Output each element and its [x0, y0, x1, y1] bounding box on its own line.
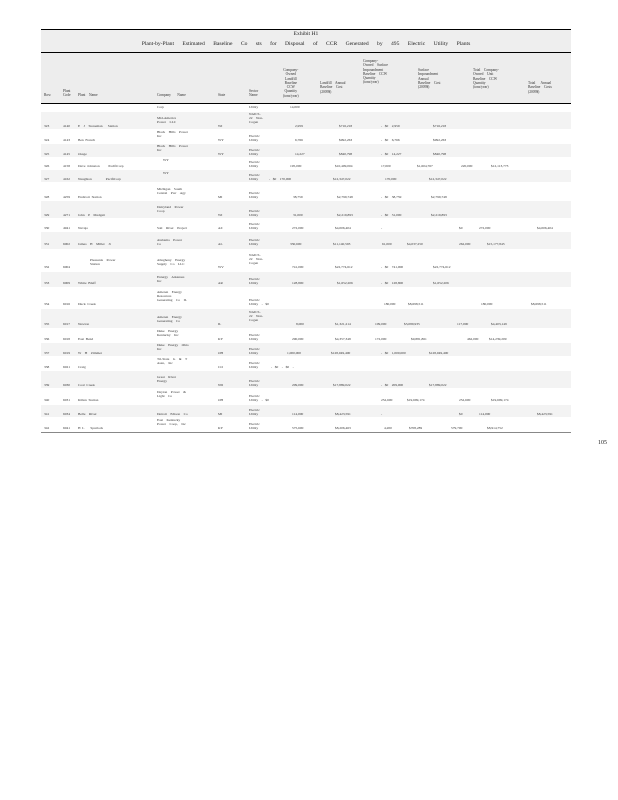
cell-company: Dayton Power & Light Co	[157, 390, 186, 399]
cell-plant-code: 6034	[63, 412, 70, 416]
cell-landfill-quantity: - $0 - $0 -	[271, 365, 294, 369]
cell-impoundment-cost: $9,881,861	[411, 337, 427, 341]
cell-row: 324	[44, 138, 50, 142]
cell-landfill-cost: $2,799,748	[337, 195, 353, 199]
cell-landfill-quantity: 128,800	[292, 281, 304, 285]
cell-impoundment-quantity: - $0 2,959	[381, 124, 400, 128]
cell-state: WI	[218, 124, 223, 128]
cell-plant-code: 6031	[63, 398, 70, 402]
cell-landfill-quantity: 330,600	[290, 242, 302, 246]
cell-company: Ameren Energy Resources Generating Co IL	[157, 290, 187, 303]
cell-sector: Electric Utility	[249, 238, 260, 247]
table-row	[41, 170, 571, 182]
table-bottom-rule	[41, 432, 571, 433]
cell-company: Michigan South Central Pwr Agy	[157, 187, 186, 196]
cell-total-quantity: 252,600	[459, 398, 471, 402]
cell-state: MI	[218, 412, 223, 416]
cell-plant-name: Dave Johnston PacifiCorp	[78, 164, 124, 168]
cell-impoundment-cost: $1,652,206	[433, 281, 449, 285]
cell-landfill-cost: $10,409,004	[335, 164, 353, 168]
cell-plant-code: 4259	[63, 195, 70, 199]
cell-landfill-quantity: 14,000	[290, 105, 300, 109]
cell-company: Mid-America Power LLC	[157, 116, 177, 125]
cell-landfill-quantity: 1,000,000	[287, 351, 301, 355]
cell-impoundment-quantity: 252,600	[381, 398, 393, 402]
cell-state: MI	[218, 195, 223, 199]
cell-row: 326	[44, 164, 50, 168]
cell-impoundment-quantity: 4,200	[384, 426, 392, 430]
cell-company: Great River Energy	[157, 375, 177, 384]
cell-impoundment-cost: $3,089,935	[404, 322, 420, 326]
table-row	[41, 232, 571, 249]
cell-plant-name: Duck Creek	[78, 302, 96, 306]
table-row	[41, 144, 571, 157]
cell-total-cost: $12,113,773	[491, 164, 509, 168]
cell-plant-name: Naughton PacifiCorp	[78, 177, 121, 181]
table-row	[41, 371, 571, 388]
cell-state: KY	[218, 337, 224, 341]
cell-impoundment-quantity: 170,000	[385, 177, 397, 181]
cell-plant-code: 4145	[63, 152, 70, 156]
cell-impoundment-quantity: 109,000	[375, 322, 387, 326]
cell-landfill-quantity: 290,000	[292, 337, 304, 341]
cell-impoundment-quantity: - $0 38,759	[381, 195, 402, 199]
cell-landfill-cost: $17,889,022	[333, 383, 351, 387]
cell-row: 337	[44, 351, 50, 355]
cell-impoundment-cost: $2,219,893	[431, 213, 447, 217]
cell-row: 340	[44, 398, 50, 402]
cell-sector: Electric Utility	[249, 422, 260, 431]
cell-impoundment-cost: $708,289	[409, 426, 423, 430]
cell-landfill-quantity: 114,000	[292, 412, 304, 416]
cell-landfill-quantity: 6,766	[295, 138, 303, 142]
cell-impoundment-quantity: - $0 128,800	[381, 281, 404, 285]
table-row	[41, 288, 571, 308]
cell-state: WV	[218, 265, 224, 269]
cell-row: 330	[44, 226, 50, 230]
cell-total-quantity: 262,000	[459, 242, 471, 246]
cell-state: ND	[218, 383, 224, 387]
cell-sector: Electric Utility	[249, 173, 260, 182]
cell-landfill-quantity: 38,759	[293, 195, 303, 199]
table-row	[41, 201, 571, 218]
cell-sector: Electric Utility	[249, 209, 260, 218]
cell-total-quantity: 462,000	[467, 337, 479, 341]
cell-impoundment-quantity: 180,000	[384, 302, 396, 306]
cell-plant-name: Coal Creek	[78, 383, 95, 387]
cell-company: East Kentucky Power Coop, Inc	[157, 418, 186, 427]
cell-plant-code: 6019	[63, 351, 70, 355]
cell-landfill-cost: $128,049,400	[331, 351, 351, 355]
table-title: Plant-by-Plant Estimated Baseline Co sts for Disposal of CCR Generated by 495 Electric Utility Plants	[141, 41, 471, 47]
cell-landfill-cost: $840,798	[339, 152, 353, 156]
exhibit-label: Exhibit H1	[293, 31, 319, 37]
cell-company: Tri-State G & T Assn, Inc	[157, 357, 188, 366]
cell-plant-code: 6030	[63, 383, 70, 387]
table-row	[41, 112, 571, 129]
table-row	[41, 329, 571, 342]
cell-plant-code: 6016	[63, 302, 70, 306]
cell-sector: NAICS- 22 Non- Cogen	[249, 253, 264, 266]
cell-landfill-quantity: 575,600	[292, 426, 304, 430]
cell-landfill-cost: $4,006,404	[335, 226, 351, 230]
cell-company: Duke Energy Kentucky Inc	[157, 329, 179, 338]
header-total-quantity: Total Company- Owned Unit Baseline CCW Quantity (tons/year)	[473, 68, 500, 90]
cell-plant-name: Pleasants Power Station	[90, 258, 116, 267]
cell-plant-code: 6002	[63, 242, 70, 246]
cell-company: Allegheny Energy Supply Co LLC	[157, 258, 186, 267]
cell-company: Salt River Project	[157, 226, 188, 230]
cell-plant-code: 6004	[63, 265, 70, 269]
cell-state: AR	[218, 281, 223, 285]
table-row	[41, 183, 571, 200]
cell-landfill-cost: $8,423,591	[335, 412, 351, 416]
cell-impoundment-cost: $128,049,400	[429, 351, 449, 355]
cell-plant-code: 6017	[63, 322, 70, 326]
cell-row: 327	[44, 177, 50, 181]
cell-landfill-cost: $22,774,612	[335, 265, 353, 269]
cell-row: 342	[44, 426, 50, 430]
cell-row: 329	[44, 213, 50, 217]
table-row	[41, 389, 571, 404]
cell-sector: Electric Utility	[249, 191, 260, 200]
cell-total-cost: $15,177,843	[487, 242, 505, 246]
cell-landfill-quantity: 14,227	[295, 152, 305, 156]
cell-state: IL	[218, 322, 222, 326]
cell-state: AZ	[218, 226, 223, 230]
cell-landfill-quantity: 31,000	[293, 213, 303, 217]
cell-row: 325	[44, 152, 50, 156]
cell-impoundment-cost: $1,604,767	[417, 164, 433, 168]
cell-plant-code: 6041	[63, 426, 70, 430]
cell-impoundment-quantity: - $0 6,766	[381, 138, 400, 142]
cell-row: 323	[44, 124, 50, 128]
cell-total-cost: $4,403,149	[491, 322, 507, 326]
cell-impoundment-quantity: 17,000	[381, 164, 391, 168]
cell-impoundment-quantity: -	[381, 226, 383, 230]
header-impoundment-cost: Surface Impoundment Annual Baseline Cost (2009$)	[418, 68, 441, 90]
cell-plant-code: 4143	[63, 138, 70, 142]
cell-sector: NAICS- 22 Non- Cogen	[249, 310, 264, 323]
table-row	[41, 343, 571, 356]
cell-total-cost: $4,006,404	[537, 226, 553, 230]
cell-landfill-quantity: - $0 170,000	[269, 177, 292, 181]
cell-plant-code: 4162	[63, 177, 70, 181]
cell-state: AL	[218, 242, 223, 246]
cell-total-quantity: 180,000	[481, 302, 493, 306]
cell-state: CO	[218, 365, 223, 369]
table-row	[41, 158, 571, 169]
cell-company: Dairyland Power Coop	[157, 205, 184, 214]
header-landfill-quantity: Company- Owned Landfill Baseline CCW Quantity (tons/year)	[283, 68, 299, 98]
cell-state: KY	[218, 426, 224, 430]
cell-plant-name: Navajo	[78, 226, 89, 230]
cell-company: Ameren Energy Generating Co	[157, 315, 182, 324]
cell-state: WY	[218, 152, 224, 156]
header-state: State	[218, 93, 226, 97]
cell-plant-name: Osage	[78, 152, 87, 156]
cell-landfill-quantity: 8,000	[296, 322, 304, 326]
header-plant-code: Plant Code	[63, 89, 71, 98]
cell-company: Black Hills Power Inc	[157, 130, 188, 139]
cell-plant-name: Endicott Station	[78, 195, 102, 199]
cell-plant-name: Newton	[78, 322, 90, 326]
table-row	[41, 130, 571, 143]
table-row	[41, 250, 571, 271]
cell-sector: Electric Utility	[249, 333, 260, 342]
cell-impoundment-cost: $22,774,612	[433, 265, 451, 269]
header-row: Row	[44, 93, 51, 97]
cell-row: 338	[44, 365, 50, 369]
cell-company: Alabama Power Co	[157, 238, 183, 247]
cell-plant-name: White Bluff	[78, 281, 96, 285]
cell-row: 341	[44, 412, 50, 416]
cell-landfill-cost: $12,347,022	[333, 177, 351, 181]
cell-plant-name: W H Zimmer	[78, 351, 103, 355]
cell-plant-name: H L Spurlock	[78, 426, 104, 430]
cell-sector: Electric Utility	[249, 148, 260, 157]
cell-sector: Electric Utility - $0	[249, 394, 269, 403]
cell-company: WY	[163, 158, 169, 162]
cell-landfill-cost: $716,218	[339, 124, 353, 128]
cell-plant-code: 4158	[63, 164, 70, 168]
cell-total-quantity: 220,000	[461, 164, 473, 168]
cell-sector: Electric Utility	[249, 134, 260, 143]
cell-impoundment-quantity: - $0 209,000	[381, 383, 404, 387]
cell-impoundment-cost: $12,347,022	[429, 177, 447, 181]
cell-plant-name: James H Miller Jr	[78, 242, 111, 246]
title-band	[41, 30, 571, 52]
cell-impoundment-cost: $2,799,748	[431, 195, 447, 199]
cell-plant-code: 4140	[63, 124, 70, 128]
cell-impoundment-quantity: 61,000	[382, 242, 392, 246]
cell-landfill-cost: $1,652,206	[337, 281, 353, 285]
table-row	[41, 272, 571, 287]
cell-company: Corp	[157, 105, 164, 109]
cell-row: 333	[44, 281, 50, 285]
cell-impoundment-cost: $4,037,250	[407, 242, 423, 246]
table-row	[41, 418, 571, 431]
cell-landfill-cost: $2,219,893	[337, 213, 353, 217]
table-row	[41, 405, 571, 417]
cell-state: WY	[218, 138, 224, 142]
cell-plant-name: Killen Station	[78, 398, 99, 402]
header-sector-name: Sector Name	[249, 89, 259, 98]
cell-impoundment-quantity: 172,000	[375, 337, 387, 341]
cell-plant-code: 4941	[63, 226, 70, 230]
cell-plant-name: Belle River	[78, 412, 97, 416]
cell-total-cost: $8,698,511	[531, 302, 547, 306]
cell-sector: Electric Utility	[249, 379, 260, 388]
cell-row: 339	[44, 383, 50, 387]
cell-company: Entergy Arkansas Inc	[157, 275, 185, 284]
table-row	[41, 104, 571, 111]
cell-impoundment-quantity: - $0 31,000	[381, 213, 402, 217]
cell-landfill-cost: $8,206,463	[335, 426, 351, 430]
cell-plant-name: John P Madgett	[78, 213, 106, 217]
cell-plant-code: 6018	[63, 337, 70, 341]
cell-total-quantity: 117,000	[457, 322, 469, 326]
cell-total-cost: $14,239,209	[489, 337, 507, 341]
cell-total-cost: $8,423,591	[537, 412, 553, 416]
cell-row: 332	[44, 265, 50, 269]
cell-sector: Electric Utility	[249, 347, 260, 356]
header-total-cost: Total Annual Baseline Costs (2009$)	[528, 81, 552, 94]
table-row	[41, 219, 571, 231]
header-plant-name: Plant Name	[78, 93, 98, 97]
cell-landfill-quantity: 2,959	[295, 124, 303, 128]
header-impoundment-quantity: Company- Owned Surface Impoundment Baseline CCW Quantity (tons/year)	[363, 59, 388, 85]
cell-sector: Electric Utility	[249, 160, 260, 169]
cell-impoundment-cost: $992,263	[433, 138, 447, 142]
cell-landfill-cost: $992,263	[339, 138, 353, 142]
cell-sector: Electric Utility	[249, 222, 260, 231]
cell-impoundment-cost: $0	[459, 226, 463, 230]
cell-row: 328	[44, 195, 50, 199]
cell-impoundment-quantity: - $0 1,000,000	[381, 351, 406, 355]
cell-total-cost: $8,914,752	[487, 426, 503, 430]
cell-sector: Utility	[249, 105, 259, 109]
cell-landfill-cost: $11,140,593	[333, 242, 351, 246]
cell-company: Detroit Edison Co	[157, 412, 188, 416]
cell-row: 331	[44, 242, 50, 246]
cell-state: OH	[218, 398, 224, 402]
cell-total-quantity: 272,000	[479, 226, 491, 230]
cell-row: 334	[44, 302, 50, 306]
cell-company: WY	[163, 171, 169, 175]
page-number: 105	[598, 440, 607, 446]
table-row	[41, 357, 571, 370]
cell-impoundment-cost: $8,698,511	[408, 302, 424, 306]
cell-landfill-quantity: 741,000	[292, 265, 304, 269]
cell-impoundment-cost: $19,699,174	[407, 398, 425, 402]
cell-plant-code: 6021	[63, 365, 70, 369]
cell-landfill-cost: $4,357,348	[335, 337, 351, 341]
cell-plant-name: E J Stoneman Station	[78, 124, 118, 128]
cell-impoundment-cost: $716,218	[433, 124, 447, 128]
cell-impoundment-quantity: -	[381, 412, 383, 416]
header-landfill-cost: Landfill Annual Baseline Cost (2009$)	[320, 81, 346, 94]
cell-total-quantity: 579,700	[451, 426, 463, 430]
cell-sector: Electric Utility	[249, 408, 260, 417]
cell-impoundment-quantity: - $0 14,227	[381, 152, 402, 156]
cell-landfill-quantity: 272,000	[292, 226, 304, 230]
cell-plant-name: Ben French	[78, 138, 96, 142]
cell-company: Duke Energy Ohio Inc	[157, 343, 189, 352]
cell-company: Black Hills Power Inc	[157, 144, 188, 153]
cell-sector: Electric Utility	[249, 361, 260, 370]
cell-impoundment-quantity: - $0 741,000	[381, 265, 404, 269]
cell-total-cost: $19,699,174	[491, 398, 509, 402]
cell-total-quantity: 114,000	[479, 412, 491, 416]
cell-landfill-cost: $1,321,214	[335, 322, 351, 326]
cell-impoundment-cost: $0	[459, 412, 463, 416]
table-row	[41, 309, 571, 328]
cell-landfill-quantity: 195,000	[290, 164, 302, 168]
cell-state: WI	[218, 213, 223, 217]
cell-plant-name: East Bend	[78, 337, 94, 341]
cell-row: 336	[44, 337, 50, 341]
cell-impoundment-cost: $17,889,022	[429, 383, 447, 387]
cell-plant-name: Craig	[78, 365, 86, 369]
cell-landfill-quantity: 209,000	[292, 383, 304, 387]
cell-plant-code: 6009	[63, 281, 70, 285]
cell-sector: NAICS- 22 Non- Cogen	[249, 112, 264, 125]
header-company-name: Company Name	[157, 93, 186, 97]
cell-row: 335	[44, 322, 50, 326]
cell-sector: Electric Utility - $0	[249, 298, 269, 307]
cell-impoundment-cost: $840,798	[433, 152, 447, 156]
cell-sector: Electric Utility	[249, 277, 260, 286]
cell-plant-code: 4271	[63, 213, 70, 217]
cell-state: OH	[218, 351, 224, 355]
